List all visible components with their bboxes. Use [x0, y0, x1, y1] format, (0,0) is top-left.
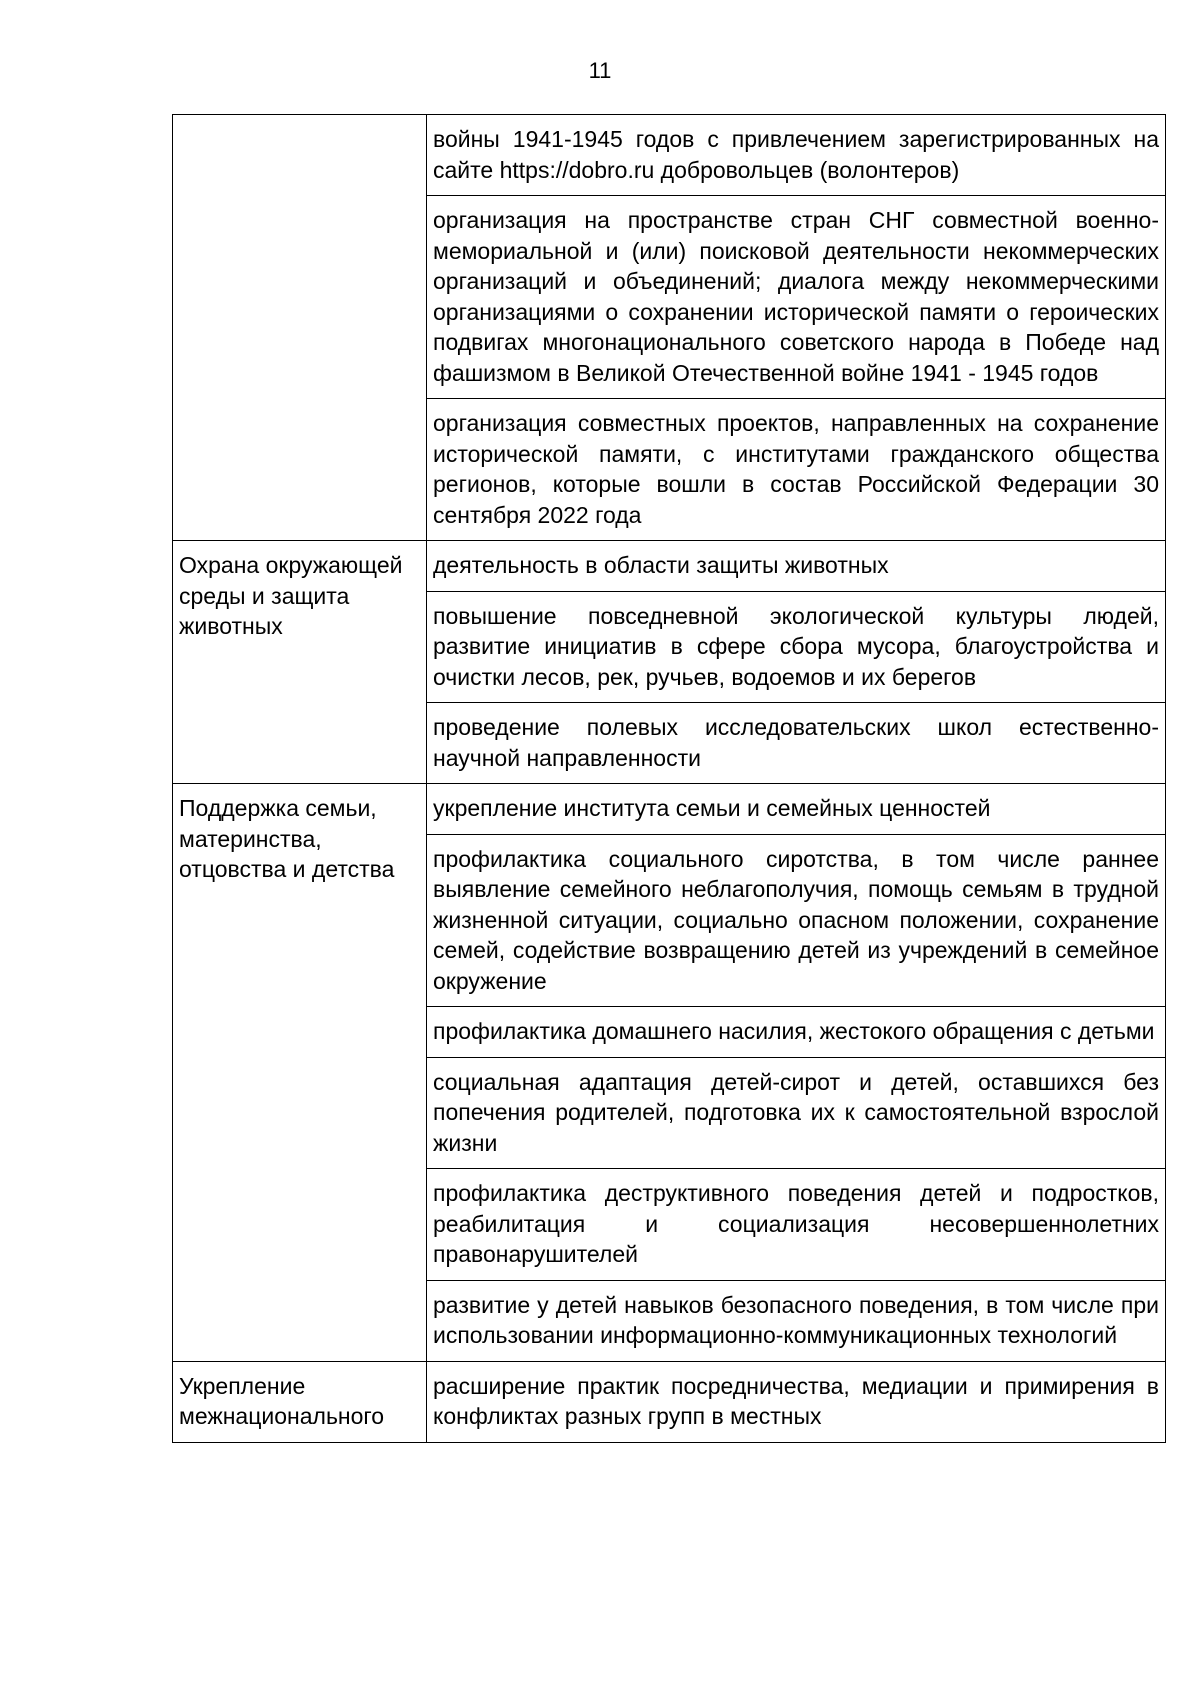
- table-row: [173, 1361, 1166, 1442]
- activity-cell: повышение повседневной экологической культуры людей, развитие инициатив в сфере сбора мусора, благоустройства и очистки лесов, рек, ручьев, водоемов и их берегов: [427, 591, 1166, 703]
- activity-cell: проведение полевых исследовательских школ естественно-научной направленности: [427, 703, 1166, 784]
- activity-cell: социальная адаптация детей-сирот и детей, оставшихся без попечения родителей, подготовка их к самостоятельной взрослой жизни: [427, 1057, 1166, 1169]
- activity-cell: расширение практик посредничества, медиации и примирения в конфликтах разных групп в местных: [427, 1361, 1166, 1442]
- table-row: [173, 784, 1166, 835]
- category-cell: Охрана окружающей среды и защита животных: [173, 541, 427, 784]
- table-row: [173, 115, 1166, 196]
- activity-cell: войны 1941-1945 годов с привлечением зарегистрированных на сайте https://dobro.ru добровольцев (волонтеров): [427, 115, 1166, 196]
- activity-cell: развитие у детей навыков безопасного поведения, в том числе при использовании информационно-коммуникационных технологий: [427, 1280, 1166, 1361]
- activities-table: [172, 114, 1166, 1443]
- table-row: [173, 541, 1166, 592]
- activity-cell: укрепление института семьи и семейных ценностей: [427, 784, 1166, 835]
- category-cell: Укрепление межнационального: [173, 1361, 427, 1442]
- activity-cell: организация на пространстве стран СНГ совместной военно-мемориальной и (или) поисковой деятельности некоммерческих организаций и объединений; диалога между некоммерческими организациями о сохранении исторической памяти о героических подвигах многонационального советского народа в Победе над фашизмом в Великой Отечественной войне 1941 - 1945 годов: [427, 196, 1166, 399]
- activity-cell: организация совместных проектов, направленных на сохранение исторической памяти, с институтами гражданского общества регионов, которые вошли в состав Российской Федерации 30 сентября 2022 года: [427, 399, 1166, 541]
- activity-cell: профилактика социального сиротства, в том числе раннее выявление семейного неблагополучия, помощь семьям в трудной жизненной ситуации, социально опасном положении, сохранение семей, содействие возвращению детей из учреждений в семейное окружение: [427, 834, 1166, 1007]
- category-cell: Поддержка семьи, материнства, отцовства и детства: [173, 784, 427, 1362]
- page-number: 11: [588, 58, 612, 83]
- activity-cell: профилактика домашнего насилия, жестокого обращения с детьми: [427, 1007, 1166, 1058]
- activity-cell: деятельность в области защиты животных: [427, 541, 1166, 592]
- category-cell: [173, 115, 427, 541]
- activity-cell: профилактика деструктивного поведения детей и подростков, реабилитация и социализация несовершеннолетних правонарушителей: [427, 1169, 1166, 1281]
